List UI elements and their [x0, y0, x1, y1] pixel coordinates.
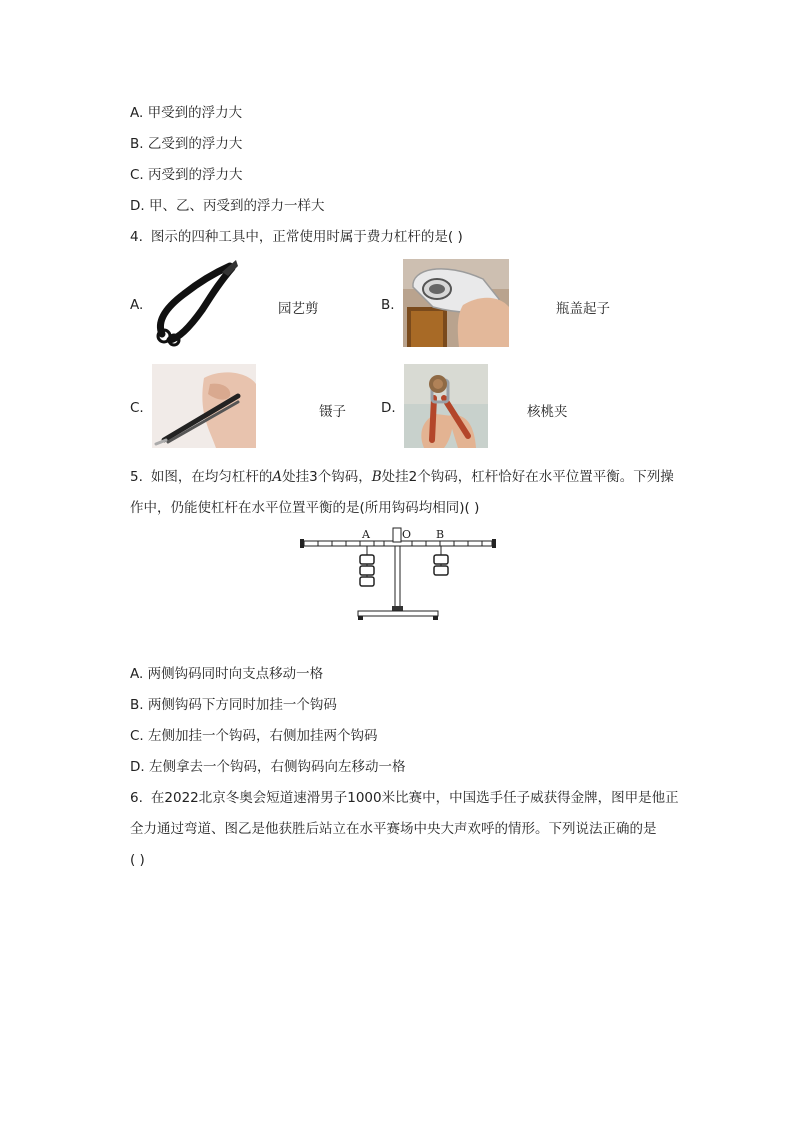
question-number: 5. — [130, 469, 143, 485]
q5-stem-line2: 作中，仍能使杠杆在水平位置平衡的是(所用钩码均相同)( ) — [130, 500, 480, 516]
option-text: 甲、乙、丙受到的浮力一样大 — [148, 198, 325, 214]
lever-base — [358, 611, 438, 616]
garden-shears-icon — [150, 258, 240, 348]
figure-label-a: A — [362, 528, 370, 541]
point-b-label: B — [371, 469, 382, 485]
q4-stem — [130, 228, 463, 246]
bottle-opener-icon — [403, 259, 509, 347]
option-text: 两侧钩码下方同时加挂一个钩码 — [147, 697, 337, 713]
lever-figure — [298, 524, 498, 626]
option-label: B. — [130, 136, 144, 152]
q5-option-b — [130, 696, 337, 714]
q5-stem-line1 — [130, 468, 674, 486]
option-text: 乙受到的浮力大 — [147, 136, 243, 152]
q4-option-b-caption: 瓶盖起子 — [556, 301, 610, 317]
q3-option-c — [130, 166, 243, 184]
q6-stem-line2: 全力通过弯道、图乙是他获胜后站立在水平赛场中央大声欢呼的情形。下列说法正确的是 — [130, 821, 657, 837]
q6-stem-line1 — [130, 789, 679, 807]
option-label: C. — [130, 167, 144, 183]
question-text: 图示的四种工具中，正常使用时属于费力杠杆的是( ) — [150, 229, 463, 245]
lever-stand — [395, 546, 400, 608]
option-text: 丙受到的浮力大 — [148, 167, 243, 183]
weights-at-b — [434, 555, 448, 575]
figure-label-o: O — [402, 528, 412, 541]
option-label: A. — [130, 105, 144, 121]
question-number: 4. — [130, 229, 143, 245]
point-a-label: A — [272, 469, 283, 485]
question-text-part1: 如图，在均匀杠杆的 — [150, 469, 273, 485]
tweezers-icon — [152, 364, 256, 448]
q3-option-a — [130, 104, 242, 122]
weights-at-a — [360, 555, 374, 586]
question-text: 在2022北京冬奥会短道速滑男子1000米比赛中，中国选手任子威获得金牌，图甲是他正 — [150, 790, 679, 806]
q4-option-d-caption: 核桃夹 — [527, 404, 568, 420]
option-label: C. — [130, 728, 144, 744]
nutcracker-icon — [404, 364, 488, 448]
option-text: 左侧加挂一个钩码，右侧加挂两个钩码 — [148, 728, 378, 744]
q4-option-c-label: C. — [130, 400, 144, 416]
option-text: 甲受到的浮力大 — [147, 105, 243, 121]
option-text: 左侧拿去一个钩码，右侧钩码向左移动一格 — [148, 759, 406, 775]
q5-option-c — [130, 727, 378, 745]
q4-option-a-caption: 园艺剪 — [278, 301, 319, 317]
lever-pivot — [393, 528, 401, 542]
option-label: A. — [130, 666, 144, 682]
q3-option-d — [130, 197, 324, 215]
q5-option-d — [130, 758, 405, 776]
option-label: B. — [130, 697, 144, 713]
question-text-part3: 处挂2个钩码，杠杆恰好在水平位置平衡。下列操 — [381, 469, 674, 485]
option-label: D. — [130, 759, 145, 775]
option-label: D. — [130, 198, 145, 214]
q4-option-c-caption: 镊子 — [319, 404, 346, 420]
q4-option-b-label: B. — [381, 297, 395, 313]
q4-option-d-label: D. — [381, 400, 396, 416]
figure-label-b: B — [436, 528, 445, 541]
q4-option-a-label: A. — [130, 297, 144, 313]
q3-option-b — [130, 135, 242, 153]
q5-option-a — [130, 665, 323, 683]
question-text-part2: 处挂3个钩码， — [282, 469, 372, 485]
option-text: 两侧钩码同时向支点移动一格 — [147, 666, 324, 682]
question-number: 6. — [130, 790, 143, 806]
q6-stem-line3: ( ) — [130, 852, 145, 868]
